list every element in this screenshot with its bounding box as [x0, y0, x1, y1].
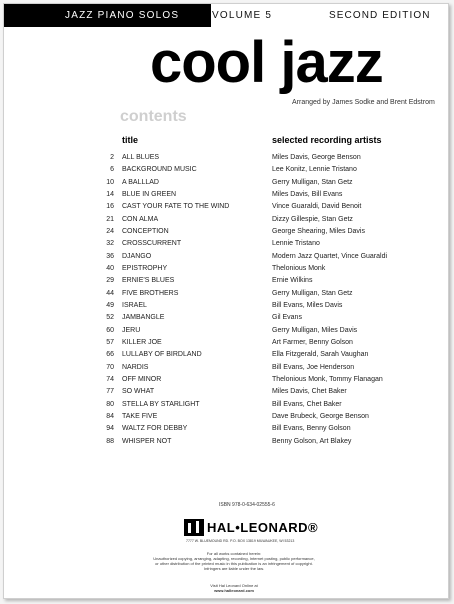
song-row [4, 288, 448, 300]
song-artists: Bill Evans, Benny Golson [272, 425, 351, 433]
song-page: 57 [106, 338, 114, 346]
song-row [4, 337, 448, 349]
song-row [4, 226, 448, 238]
song-title: LULLABY OF BIRDLAND [122, 351, 202, 359]
publisher-name: HAL•LEONARD® [207, 520, 319, 535]
song-artists: Benny Golson, Art Blakey [272, 437, 352, 445]
song-artists: Gerry Mulligan, Stan Getz [272, 289, 353, 297]
song-row [4, 189, 448, 201]
song-page: 52 [106, 314, 114, 322]
song-row [4, 325, 448, 337]
legal-line: or other distribution of the printed music in this publication is an infringement of copyright. [155, 561, 313, 566]
song-page: 6 [110, 166, 114, 174]
copyright-notice [144, 551, 324, 571]
contents-heading: contents [120, 108, 187, 125]
song-page: 21 [106, 215, 114, 223]
song-title: DJANGO [122, 252, 152, 260]
song-page: 16 [106, 203, 114, 211]
visit-online [144, 583, 324, 593]
song-row [4, 164, 448, 176]
artists-column-header: selected recording artists [272, 135, 382, 145]
song-row [4, 238, 448, 250]
song-title: ALL BLUES [122, 154, 160, 161]
song-page: 29 [106, 277, 114, 285]
publisher-address: 7777 W. BLUEMOUND RD. P.O. BOX 13819 MILWAUKEE, WI 53213 [186, 539, 295, 543]
song-artists: Art Farmer, Benny Golson [272, 338, 353, 346]
song-row [4, 251, 448, 263]
song-artists: George Shearing, Miles Davis [272, 227, 365, 235]
series-title: JAZZ PIANO SOLOS [65, 10, 180, 21]
song-page: 32 [106, 240, 114, 248]
song-title: BLUE IN GREEN [122, 190, 177, 198]
song-title: STELLA BY STARLIGHT [122, 400, 200, 408]
song-title: CROSSCURRENT [122, 240, 182, 248]
song-title: FIVE BROTHERS [122, 289, 179, 297]
song-row [4, 263, 448, 275]
song-title: JERU [122, 326, 141, 334]
song-title: NARDIS [122, 363, 149, 371]
song-artists: Bill Evans, Joe Henderson [272, 363, 355, 371]
song-artists: Miles Davis, George Benson [272, 154, 361, 161]
song-page: 49 [106, 301, 114, 309]
song-page: 10 [106, 178, 114, 186]
song-artists: Thelonious Monk [272, 264, 326, 272]
song-page: 40 [106, 264, 114, 272]
song-page: 2 [110, 154, 114, 161]
song-title: WALTZ FOR DEBBY [122, 425, 188, 433]
song-row [4, 300, 448, 312]
song-page: 88 [106, 437, 114, 445]
song-artists: Vince Guaraldi, David Benoit [272, 203, 362, 211]
song-artists: Gerry Mulligan, Miles Davis [272, 326, 358, 334]
song-row [4, 312, 448, 324]
song-title: CONCEPTION [122, 227, 169, 235]
song-title: SO WHAT [122, 388, 155, 396]
song-row [4, 177, 448, 189]
song-page: 70 [106, 363, 114, 371]
song-artists: Gil Evans [272, 314, 302, 322]
song-artists: Miles Davis, Bill Evans [272, 190, 343, 198]
song-page: 74 [106, 375, 114, 383]
song-row [4, 362, 448, 374]
song-row [4, 423, 448, 435]
legal-line: Unauthorized copying, arranging, adapting, recording, Internet posting, public performance, [153, 556, 315, 561]
song-title: KILLER JOE [122, 338, 162, 346]
song-title: JAMBANGLE [122, 314, 165, 322]
song-artists: Ella Fitzgerald, Sarah Vaughan [272, 351, 369, 359]
isbn: ISBN 978-0-634-02555-6 [219, 502, 275, 508]
song-row [4, 201, 448, 213]
song-title: OFF MINOR [122, 375, 162, 383]
song-artists: Bill Evans, Miles Davis [272, 301, 343, 309]
song-artists: Lennie Tristano [272, 240, 320, 248]
song-artists: Miles Davis, Chet Baker [272, 388, 347, 396]
song-page: 14 [106, 190, 114, 198]
visit-text: Visit Hal Leonard Online at [210, 583, 258, 588]
song-artists: Thelonious Monk, Tommy Flanagan [272, 375, 383, 383]
song-artists: Dizzy Gillespie, Stan Getz [272, 215, 353, 223]
song-page: 66 [106, 351, 114, 359]
song-row [4, 275, 448, 287]
song-artists: Modern Jazz Quartet, Vince Guaraldi [272, 252, 388, 260]
arranged-by: Arranged by James Sodke and Brent Edstrom [292, 99, 435, 106]
song-row [4, 436, 448, 448]
book-page [3, 3, 449, 599]
book-title: cool jazz [150, 30, 383, 95]
song-page: 24 [106, 227, 114, 235]
song-title: ISRAEL [122, 301, 147, 309]
song-page: 60 [106, 326, 114, 334]
edition-label: SECOND EDITION [329, 10, 431, 21]
song-artists: Gerry Mulligan, Stan Getz [272, 178, 353, 186]
song-artists: Lee Konitz, Lennie Tristano [272, 166, 357, 174]
song-title: ERNIE'S BLUES [122, 277, 175, 285]
legal-line: For all works contained herein: [206, 551, 262, 556]
song-row [4, 399, 448, 411]
song-page: 84 [106, 412, 114, 420]
song-artists: Bill Evans, Chet Baker [272, 400, 342, 408]
song-artists: Ernie Wilkins [272, 277, 313, 285]
song-title: CAST YOUR FATE TO THE WIND [122, 203, 230, 211]
song-title: EPISTROPHY [122, 264, 168, 272]
song-page: 36 [106, 252, 114, 260]
title-column-header: title [122, 135, 139, 145]
song-page: 77 [106, 388, 114, 396]
song-title: CON ALMA [122, 215, 159, 223]
song-row [4, 374, 448, 386]
website-link[interactable]: www.halleonard.com [214, 588, 254, 593]
song-artists: Dave Brubeck, George Benson [272, 412, 369, 420]
song-row [4, 411, 448, 423]
hal-leonard-logo-icon [184, 519, 204, 536]
header-bar [4, 4, 211, 27]
song-title: BACKGROUND MUSIC [122, 166, 197, 174]
song-title: WHISPER NOT [122, 437, 172, 445]
legal-line: Infringers are liable under the law. [203, 566, 265, 571]
song-page: 80 [106, 400, 114, 408]
song-title: TAKE FIVE [122, 412, 158, 420]
song-page: 44 [106, 289, 114, 297]
contents-list [4, 152, 448, 448]
song-row [4, 386, 448, 398]
song-title: A BALLLAD [122, 178, 159, 186]
song-row [4, 349, 448, 361]
volume-label: VOLUME 5 [212, 10, 273, 21]
song-row [4, 152, 448, 164]
song-page: 94 [106, 425, 114, 433]
song-row [4, 214, 448, 226]
